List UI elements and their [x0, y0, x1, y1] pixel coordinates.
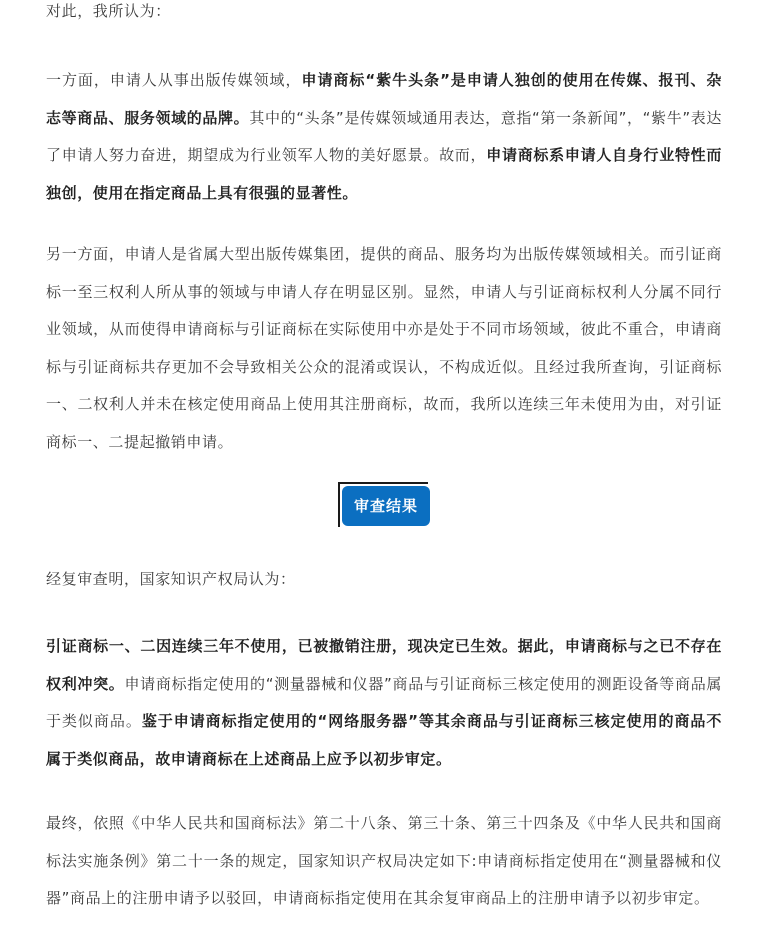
para1-text-1: 一方面，申请人从事出版传媒领域， [46, 71, 302, 89]
para1-bold-2: 申请商标系申请人自身行业特性而独创，使用在指定商品上具有很强的显著性。 [46, 146, 722, 202]
review-findings-paragraph [46, 628, 722, 778]
section-heading-review-result [338, 482, 432, 528]
para4-text-1: 申请商标指定使用的“测量器械和仪器”商品与引证商标三核定使用的测距设备等商品属于类似商品。 [46, 674, 722, 730]
para1-text-2: 其中的“头条”是传媒领域通用表达，意指“第一条新闻”，“紫牛”表达了申请人努力奋进，期望成为行业领军人物的美好愿景。故而， [46, 108, 722, 164]
final-decision-paragraph: 最终，依照《中华人民共和国商标法》第二十八条、第三十条、第三十四条及《中华人民共和国商标法实施条例》第二十一条的规定，国家知识产权局决定如下:申请商标指定使用在“测量器械和仪器”商品上的注册申请予以驳回，申请商标指定使用在其余复审商品上的注册申请予以初步审定。 [46, 814, 722, 907]
heading-border-top [338, 482, 428, 484]
para1-bold-1: 申请商标“紫牛头条”是申请人独创的使用在传媒、报刊、杂志等商品、服务领域的品牌。 [46, 71, 722, 127]
review-intro-paragraph: 经复审查明，国家知识产权局认为： [46, 570, 296, 588]
para4-bold-2: 鉴于申请商标指定使用的“网络服务器”等其余商品与引证商标三核定使用的商品不属于类似商品，故申请商标在上述商品上应予以初步审定。 [46, 712, 722, 768]
heading-border-left [338, 484, 340, 527]
applicant-argument-paragraph-2: 另一方面，申请人是省属大型出版传媒集团，提供的商品、服务均为出版传媒领域相关。而引证商标一至三权利人所从事的领域与申请人存在明显区别。显然，申请人与引证商标权利人分属不同行业领域，从而使得申请商标与引证商标在实际使用中亦是处于不同市场领域，彼此不重合，申请商标与引证商标共存更加不会导致相关公众的混淆或误认，不构成近似。且经过我所查询，引证商标一、二权利人并未在核定使用商品上使用其注册商标，故而，我所以连续三年未使用为由，对引证商标一、二提起撤销申请。 [46, 245, 722, 451]
para4-bold-1: 引证商标一、二因连续三年不使用，已被撤销注册，现决定已生效。据此，申请商标与之已不存在权利冲突。 [46, 637, 722, 693]
section-title-badge: 审查结果 [342, 486, 430, 526]
applicant-argument-paragraph-1 [46, 62, 722, 212]
intro-paragraph: 对此，我所认为： [46, 2, 171, 20]
